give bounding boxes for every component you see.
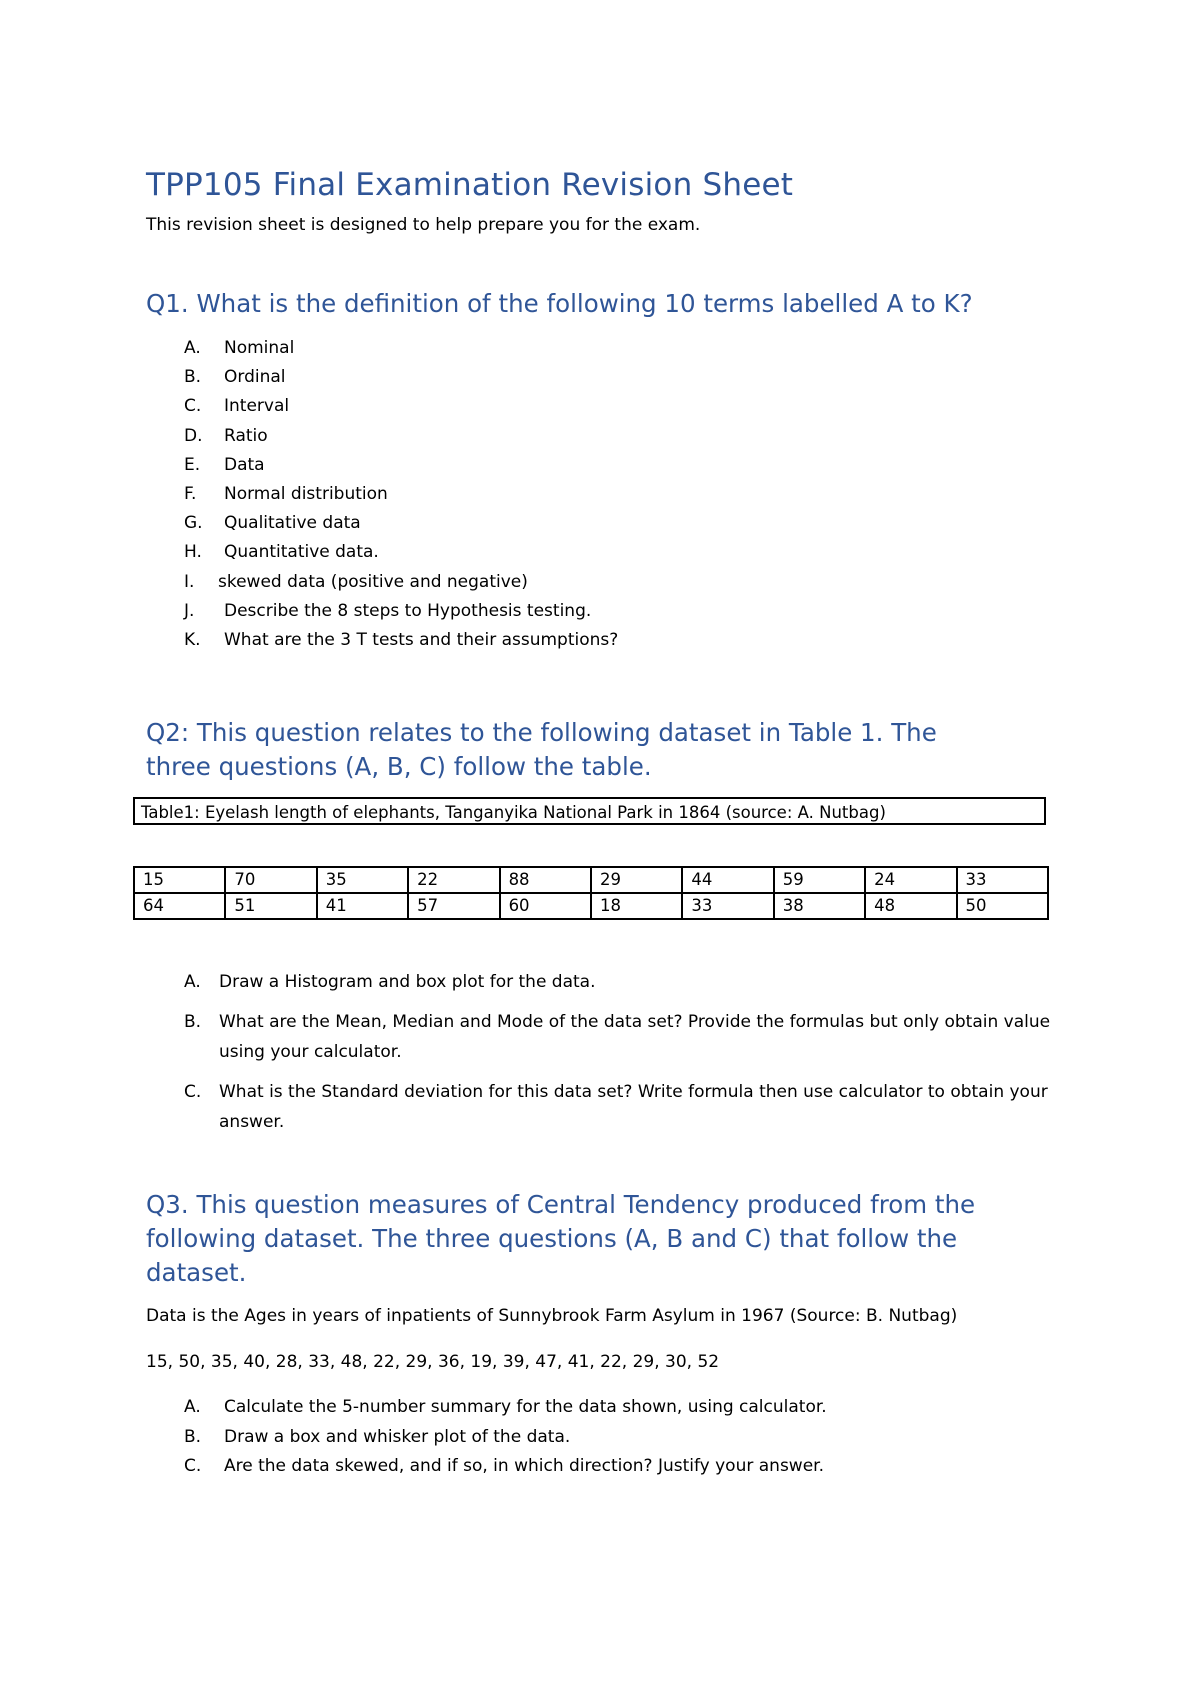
list-item-letter: B. — [184, 1012, 202, 1032]
table-caption: Table1: Eyelash length of elephants, Tanganyika National Park in 1864 (source: A. Nutbag) — [133, 797, 1046, 825]
table-cell: 22 — [408, 867, 499, 893]
table-cell: 44 — [682, 867, 773, 893]
list-item-letter: I. — [184, 571, 195, 592]
list-item-text: Are the data skewed, and if so, in which direction? Justify your answer. — [224, 1456, 824, 1476]
table-cell: 24 — [865, 867, 956, 893]
list-item-letter: C. — [184, 396, 202, 417]
list-item-text: Draw a Histogram and box plot for the data. — [219, 972, 596, 992]
list-item-text: Data — [224, 454, 265, 475]
table-cell: 41 — [317, 893, 408, 919]
list-item-letter: C. — [184, 1082, 202, 1102]
list-item-text: Normal distribution — [224, 483, 388, 504]
table-cell: 60 — [500, 893, 591, 919]
q3-data-values: 15, 50, 35, 40, 28, 33, 48, 22, 29, 36, 19, 39, 47, 41, 22, 29, 30, 52 — [146, 1352, 720, 1372]
table-row — [134, 893, 1048, 919]
list-item — [184, 1007, 1059, 1067]
q2-heading-line: three questions (A, B, C) follow the table. — [146, 752, 652, 781]
q2-heading-line: Q2: This question relates to the following dataset in Table 1. The — [146, 718, 937, 747]
list-item-letter: K. — [184, 629, 201, 650]
table-cell: 50 — [957, 893, 1048, 919]
q3-heading — [146, 1188, 975, 1290]
table-cell: 29 — [591, 867, 682, 893]
list-item — [184, 509, 618, 538]
list-item — [184, 334, 618, 363]
list-item — [184, 568, 618, 597]
list-item-letter: B. — [184, 367, 202, 388]
list-item-letter: G. — [184, 513, 203, 534]
list-item-text: What is the Standard deviation for this data set? Write formula then use calculator to obtain your answer. — [219, 1082, 1048, 1132]
list-item — [184, 392, 618, 421]
list-item-letter: J. — [184, 600, 195, 621]
list-item — [184, 422, 618, 451]
list-item — [184, 1452, 827, 1482]
list-item-text: Quantitative data. — [224, 542, 379, 563]
table-cell: 48 — [865, 893, 956, 919]
list-item-text: Draw a box and whisker plot of the data. — [224, 1426, 571, 1447]
list-item-letter: F. — [184, 483, 197, 504]
data-table — [133, 866, 1049, 920]
q3-heading-line: Q3. This question measures of Central Tendency produced from the — [146, 1190, 976, 1219]
list-item-letter: A. — [184, 972, 201, 992]
list-item-text: What are the 3 T tests and their assumptions? — [224, 629, 619, 650]
list-item-text: Qualitative data — [224, 513, 361, 534]
list-item-letter: D. — [184, 425, 203, 446]
list-item-text: Calculate the 5-number summary for the data shown, using calculator. — [224, 1397, 827, 1417]
table-cell: 70 — [225, 867, 316, 893]
table-cell: 59 — [774, 867, 865, 893]
list-item-text: Ordinal — [224, 367, 286, 388]
list-item-text: Ratio — [224, 425, 268, 446]
q2-question-list — [184, 967, 1059, 1147]
list-item — [184, 597, 618, 626]
list-item-text: Describe the 8 steps to Hypothesis testing. — [224, 600, 592, 621]
list-item-letter: E. — [184, 454, 201, 475]
table-cell: 64 — [134, 893, 225, 919]
list-item — [184, 538, 618, 567]
list-item — [184, 1423, 827, 1453]
list-item — [184, 1393, 827, 1423]
list-item-letter: A. — [184, 1397, 201, 1417]
q1-term-list — [184, 334, 618, 655]
table-cell: 88 — [500, 867, 591, 893]
list-item-letter: H. — [184, 542, 202, 563]
list-item-text: Nominal — [224, 338, 295, 358]
list-item-text: Interval — [224, 396, 290, 417]
list-item — [184, 1077, 1059, 1137]
list-item — [184, 480, 618, 509]
table-cell: 33 — [957, 867, 1048, 893]
table-cell: 38 — [774, 893, 865, 919]
list-item-text: What are the Mean, Median and Mode of the data set? Provide the formulas but only obtain value using your calculator. — [219, 1012, 1051, 1062]
page-title: TPP105 Final Examination Revision Sheet — [146, 167, 794, 203]
table-cell: 57 — [408, 893, 499, 919]
table-cell: 35 — [317, 867, 408, 893]
table-cell: 15 — [134, 867, 225, 893]
list-item-letter: B. — [184, 1426, 202, 1447]
table-cell: 51 — [225, 893, 316, 919]
page-subtitle: This revision sheet is designed to help prepare you for the exam. — [146, 215, 701, 235]
table-cell: 33 — [682, 893, 773, 919]
q3-heading-line: following dataset. The three questions (A, B and C) that follow the — [146, 1224, 958, 1253]
q2-heading — [146, 716, 937, 784]
list-item-text: skewed data (positive and negative) — [218, 571, 528, 592]
list-item — [184, 363, 618, 392]
list-item — [184, 451, 618, 480]
q1-heading: Q1. What is the definition of the following 10 terms labelled A to K? — [146, 289, 973, 318]
list-item — [184, 967, 1059, 997]
q3-question-list — [184, 1393, 827, 1482]
table-cell: 18 — [591, 893, 682, 919]
q3-data-intro: Data is the Ages in years of inpatients of Sunnybrook Farm Asylum in 1967 (Source: B. Nutbag) — [146, 1306, 958, 1326]
list-item-letter: A. — [184, 338, 201, 358]
list-item-letter: C. — [184, 1456, 202, 1476]
table-row — [134, 867, 1048, 893]
q3-heading-line: dataset. — [146, 1258, 247, 1287]
list-item — [184, 626, 618, 655]
